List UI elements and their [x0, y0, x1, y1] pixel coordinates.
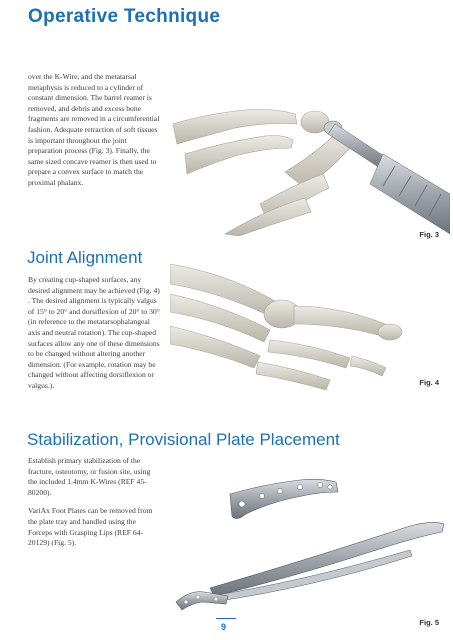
- figure-5-label: Fig. 5: [419, 618, 439, 627]
- stabilization-heading: Stabilization, Provisional Plate Placement: [27, 430, 340, 449]
- intro-text-block: [28, 72, 160, 197]
- joint-alignment-heading: Joint Alignment: [27, 248, 143, 267]
- stabilization-text-block: [28, 456, 160, 557]
- page-number-rule: [216, 618, 236, 619]
- figure-3-label: Fig. 3: [419, 230, 439, 239]
- figure-4-label: Fig. 4: [419, 378, 439, 387]
- joint-alignment-text-block: [28, 275, 160, 400]
- page-title: Operative Technique: [28, 6, 221, 27]
- figure-5-plate-forceps-illustration: [170, 470, 450, 620]
- joint-alignment-paragraph: By creating cup-shaped surfaces, any desired alignment may be achieved (Fig. 4) . The desired alignment is typically valgus of 15° to 20° and dorsiflexion of 20° to 30° (in reference to the metatarsophalangeal axis and neutral rotation). The cup-shaped surfaces allow any one of these dimensions to be changed without altering another dimension. (For example, rotation may be changed without affecting dorsiflexion or valgus.).: [28, 275, 160, 390]
- stabilization-paragraph-1: Establish primary stabilization of the fracture, osteotomy, or fusion site, using the included 1.4mm K-Wires (REF 45-80200).: [28, 456, 151, 497]
- intro-paragraph: over the K-Wire, and the metatarsal metaphysis is reduced to a cylinder of constant dimension. The barrel reamer is removed, and debris and excess bone fragments are removed in a circumferential fashion. Adequate retraction of soft tissues is important throughout the joint preparation process (Fig. 3). Finally, the same sized concave reamer is then used to prepare a convex surface to match the proximal phalanx.: [28, 72, 160, 187]
- page-number: 9: [221, 622, 227, 632]
- stabilization-paragraph-2: VariAx Foot Plates can be removed from the plate tray and handled using the Forceps with Grasping Lips (REF 64-20129) (Fig. 5).: [28, 506, 153, 548]
- figure-3-reamer-illustration: [165, 84, 450, 236]
- figure-4-joint-alignment-illustration: [170, 244, 445, 392]
